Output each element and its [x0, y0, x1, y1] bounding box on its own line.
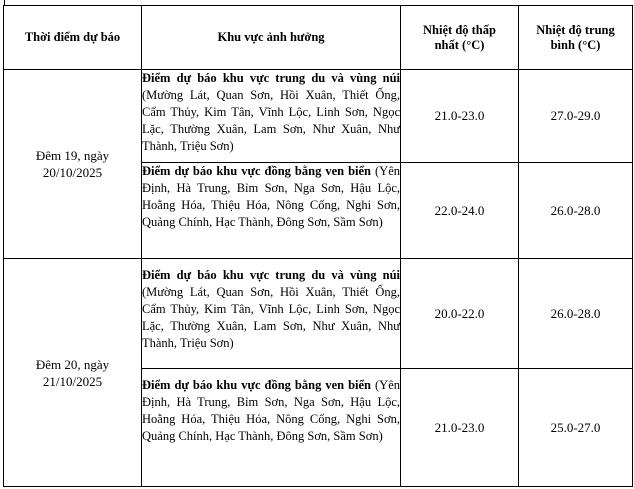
forecast-table: [3, 5, 633, 487]
header-avg-temp: Nhiệt độ trung bình (°C): [519, 6, 633, 70]
min-temp-value: 22.0-24.0: [401, 163, 519, 259]
avg-temp-value: 25.0-27.0: [519, 369, 633, 487]
avg-temp-value: 27.0-29.0: [519, 70, 633, 163]
period-time: Đêm 20, ngày 21/10/2025: [4, 259, 142, 487]
avg-temp-value: 26.0-28.0: [519, 163, 633, 259]
period-time: Đêm 19, ngày 20/10/2025: [4, 70, 142, 259]
area-detail: (Mường Lát, Quan Sơn, Hồi Xuân, Thiết Ống, Cẩm Thủy, Kim Tân, Vĩnh Lộc, Linh Sơn, Ngọc Lặc, Thường Xuân, Lam Sơn, Như Xuân, Như Thành, Triệu Sơn): [142, 285, 400, 350]
avg-temp-value: 26.0-28.0: [519, 259, 633, 369]
header-time: Thời điểm dự báo: [4, 6, 142, 70]
area-cell: [142, 163, 401, 259]
area-detail: (Mường Lát, Quan Sơn, Hồi Xuân, Thiết Ống, Cẩm Thủy, Kim Tân, Vĩnh Lộc, Linh Sơn, Ngọc Lặc, Thường Xuân, Lam Sơn, Như Xuân, Như Thành, Triệu Sơn): [142, 88, 400, 153]
min-temp-value: 20.0-22.0: [401, 259, 519, 369]
area-title: Điểm dự báo khu vực trung du và vùng núi: [142, 268, 400, 282]
header-row: [4, 6, 633, 70]
area-title: Điểm dự báo khu vực trung du và vùng núi: [142, 71, 400, 85]
area-cell: [142, 70, 401, 163]
area-cell: [142, 259, 401, 369]
area-title: Điểm dự báo khu vực đồng bằng ven biển: [142, 164, 371, 178]
header-area: Khu vực ảnh hưởng: [142, 6, 401, 70]
area-cell: [142, 369, 401, 487]
area-detail: (Yên Định, Hà Trung, Bỉm Sơn, Nga Sơn, Hậu Lộc, Hoằng Hóa, Thiệu Hóa, Nông Cống, Nghi Sơn, Quảng Chính, Hạc Thành, Đông Sơn, Sầm Sơn): [142, 378, 400, 443]
table-row: [4, 259, 633, 369]
min-temp-value: 21.0-23.0: [401, 369, 519, 487]
area-detail: (Yên Định, Hà Trung, Bỉm Sơn, Nga Sơn, Hậu Lộc, Hoằng Hóa, Thiệu Hóa, Nông Cống, Nghi Sơn, Quảng Chính, Hạc Thành, Đông Sơn, Sầm Sơn): [142, 164, 400, 229]
area-title: Điểm dự báo khu vực đồng bằng ven biển: [142, 378, 371, 392]
header-min-temp: Nhiệt độ thấp nhất (°C): [401, 6, 519, 70]
min-temp-value: 21.0-23.0: [401, 70, 519, 163]
table-row: [4, 70, 633, 163]
